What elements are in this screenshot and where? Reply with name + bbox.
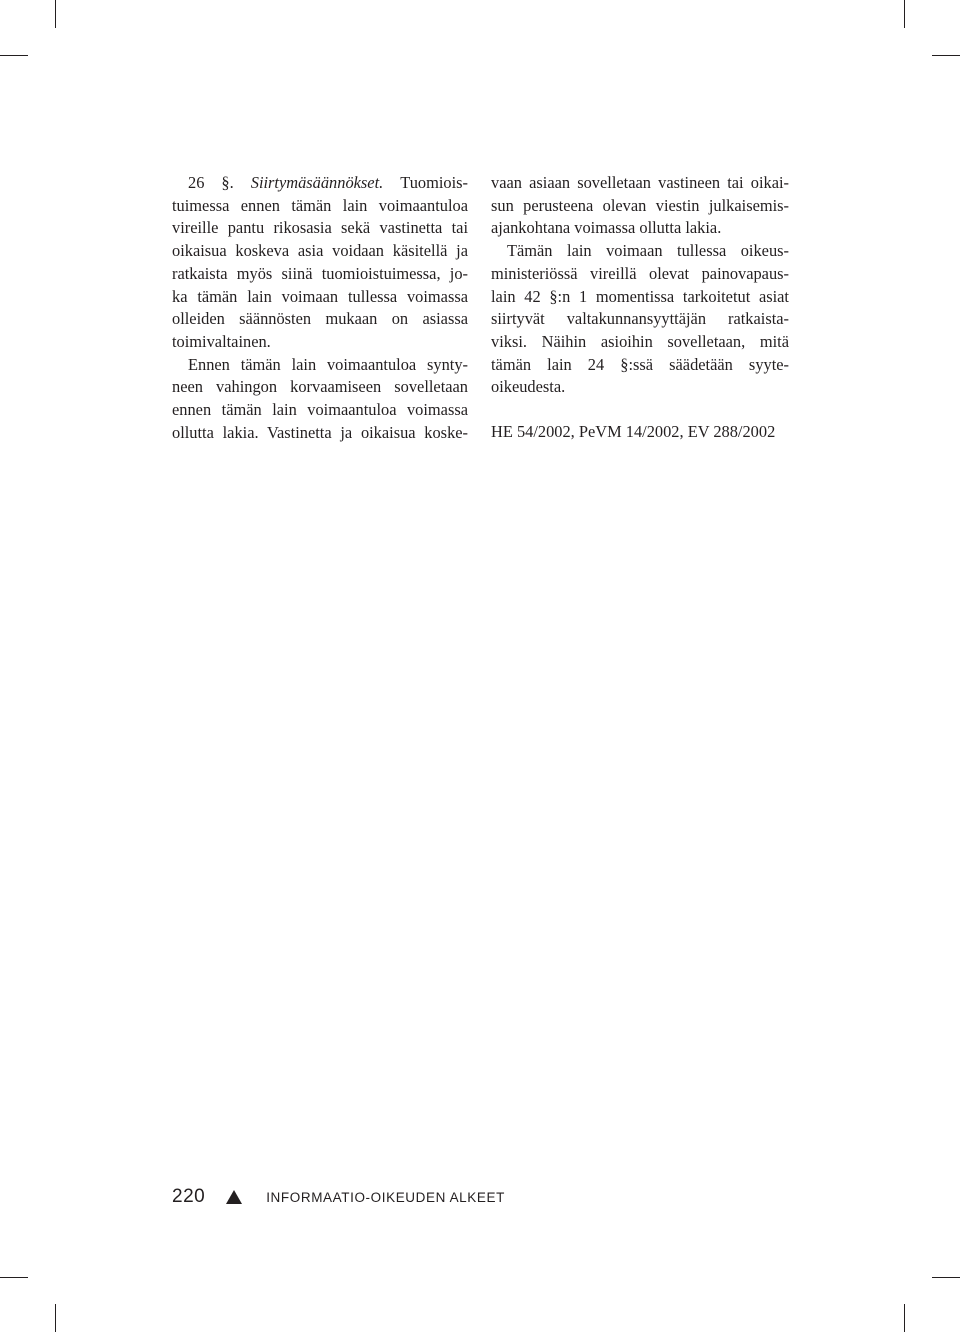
page-footer bbox=[172, 1184, 505, 1210]
crop-mark-left-top bbox=[0, 55, 28, 56]
paragraph-line: lain 42 §:n 1 momentissa tarkoitetut asiat bbox=[491, 286, 789, 306]
crop-mark-right-bottom bbox=[932, 1277, 960, 1278]
paragraph-line: Ennen tämän lain voimaantuloa synty- bbox=[188, 354, 468, 374]
left-text-column bbox=[172, 172, 468, 444]
paragraph-line: oikaisua koskeva asia voidaan käsitellä ja bbox=[172, 241, 468, 261]
page-number: 220 bbox=[172, 1186, 206, 1207]
paragraph-line: tämän lain 24 §:ssä säädetään syyte- bbox=[491, 354, 789, 374]
running-title: INFORMAATIO-OIKEUDEN ALKEET bbox=[266, 1189, 505, 1205]
paragraph-line: Tuomiois- bbox=[400, 173, 468, 192]
paragraph-line: tuimessa ennen tämän lain voimaantuloa bbox=[172, 195, 468, 215]
crop-mark-top-left bbox=[55, 0, 56, 28]
paragraph-line: ennen tämän lain voimaantuloa voimassa bbox=[172, 400, 468, 420]
paragraph-line: ratkaista myös siinä tuomioistuimessa, jo- bbox=[172, 263, 468, 283]
paragraph-line: sun perusteena olevan viestin julkaisemis- bbox=[491, 195, 789, 215]
paragraph-line: ollutta lakia. Vastinetta ja oikaisua koske- bbox=[172, 422, 468, 442]
paragraph-line: vireille pantu rikosasia sekä vastinetta tai bbox=[172, 218, 468, 238]
triangle-icon bbox=[226, 1190, 242, 1204]
paragraph-line: siirtyvät valtakunnansyyttäjän ratkaista- bbox=[491, 309, 789, 329]
section-mark: §. bbox=[221, 173, 234, 192]
paragraph-line: Tämän lain voimaan tullessa oikeus- bbox=[507, 241, 789, 261]
paragraph-line: toimivaltainen. bbox=[172, 331, 271, 351]
paragraph-line: vaan asiaan sovelletaan vastineen tai oikai- bbox=[491, 173, 789, 192]
crop-mark-right-top bbox=[932, 55, 960, 56]
paragraph-line: viksi. Näihin asioihin sovelletaan, mitä bbox=[491, 331, 789, 351]
paragraph-line: ajankohtana voimassa ollutta lakia. bbox=[491, 218, 722, 238]
paragraph-line: oikeudesta. bbox=[491, 377, 566, 397]
section-number: 26 bbox=[188, 173, 205, 192]
paragraph-line: ministeriössä vireillä olevat painovapaus- bbox=[491, 263, 789, 283]
crop-mark-left-bottom bbox=[0, 1277, 28, 1278]
section-title: Siirtymäsäännökset. bbox=[250, 173, 384, 192]
right-text-column bbox=[491, 172, 789, 399]
crop-mark-bottom-left bbox=[55, 1304, 56, 1332]
crop-mark-bottom-right bbox=[904, 1304, 905, 1332]
crop-mark-top-right bbox=[904, 0, 905, 28]
paragraph-line: ka tämän lain voimaan tullessa voimassa bbox=[172, 286, 468, 306]
paragraph-line: olleiden säännösten mukaan on asiassa bbox=[172, 309, 468, 329]
section-heading-line bbox=[172, 172, 468, 195]
source-reference: HE 54/2002, PeVM 14/2002, EV 288/2002 bbox=[491, 422, 776, 441]
paragraph-line: neen vahingon korvaamiseen sovelletaan bbox=[172, 377, 468, 397]
